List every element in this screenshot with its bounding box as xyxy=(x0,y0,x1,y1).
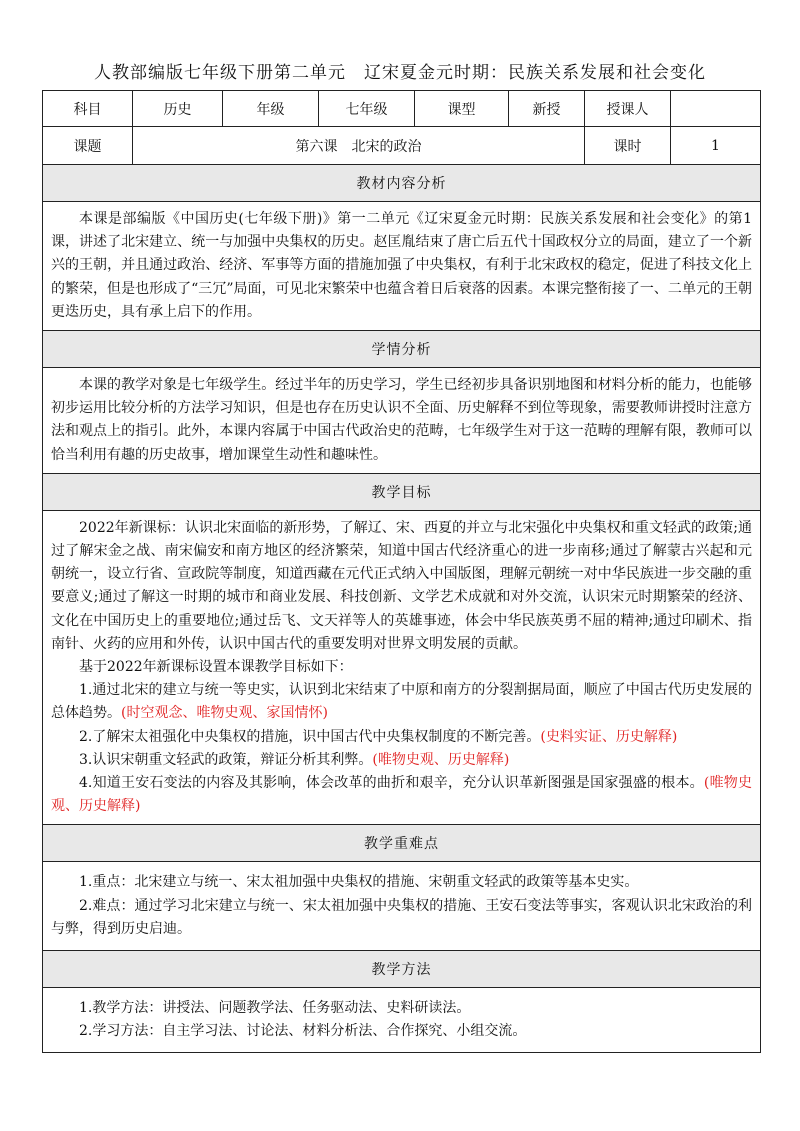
methods-header: 教学方法 xyxy=(43,951,761,988)
curriculum-standard-text: 2022年新课标：认识北宋面临的新形势，了解辽、宋、西夏的并立与北宋强化中央集权和重文轻武的政策;通过了解宋金之战、南宋偏安和南方地区的经济繁荣，知道中国古代经济重心的进一步南移;通过了解蒙古兴起和元朝统一，设立行省、宣政院等制度，知道西藏在元代正式纳入中国版图，理解元朝统一对中华民族进一步交融的重要意义;通过了解这一时期的城市和商业发展、科技创新、文学艺术成就和对外交流，认识宋元时期繁荣的经济、文化在中国历史上的重要地位;通过岳飞、文天祥等人的英雄事迹，体会中华民族英勇不屈的精神;通过印刷术、指南针、火药的应用和外传，认识中国古代的重要发明对世界文明发展的贡献。 xyxy=(51,519,752,652)
student-analysis-header: 学情分析 xyxy=(43,331,761,368)
objectives-header: 教学目标 xyxy=(43,473,761,510)
lesson-plan-table xyxy=(42,90,761,1053)
objective-item xyxy=(51,726,752,749)
key-points-header: 教学重难点 xyxy=(43,825,761,862)
grade-value: 七年级 xyxy=(319,91,415,127)
subject-label: 科目 xyxy=(43,91,133,127)
objective-competency-tag: (史料实证、历史解释) xyxy=(540,728,678,745)
grade-label: 年级 xyxy=(223,91,319,127)
objective-text: 2.了解宋太祖强化中央集权的措施，识中国古代中央集权制度的不断完善。 xyxy=(79,728,541,745)
material-analysis-text: 本课是部编版《中国历史(七年级下册)》第一二单元《辽宋夏金元时期：民族关系发展和社会变化》的第1课，讲述了北宋建立、统一与加强中央集权的历史。赵匡胤结束了唐亡后五代十国政权分立的局面，建立了一个新兴的王朝，并且通过政治、经济、军事等方面的措施加强了中央集权，有利于北宋政权的稳定，促进了科技文化上的繁荣，但是也形成了“三冗”局面，可见北宋繁荣中也蕴含着日后衰落的因素。本课完整衔接了一、二单元的王朝更迭历史，具有承上启下的作用。 xyxy=(51,211,752,320)
student-analysis-text: 本课的教学对象是七年级学生。经过半年的历史学习，学生已经初步具备识别地图和材料分析的能力，也能够初步运用比较分析的方法学习知识，但是也存在历史认识不全面、历史解释不到位等现象，需要教师讲授时注意方法和观点上的指引。此外，本课内容属于中国古代政治史的范畴，七年级学生对于这一范畴的理解有限，教师可以恰当利用有趣的历史故事，增加课堂生动性和趣味性。 xyxy=(51,377,752,463)
objective-item xyxy=(51,679,752,725)
class-hours-value: 1 xyxy=(671,127,761,165)
objective-item xyxy=(51,772,752,818)
material-analysis-body xyxy=(43,202,761,331)
methods-body xyxy=(43,988,761,1053)
student-analysis-body xyxy=(43,368,761,474)
lesson-type-value: 新授 xyxy=(509,91,585,127)
teaching-method-item: 1.教学方法：讲授法、问题教学法、任务驱动法、史料研读法。 xyxy=(79,1000,471,1017)
difficult-point-item: 2.难点：通过学习北宋建立与统一、宋太祖加强中央集权的措施、王安石变法等事实，客观认识北宋政治的利与弊，得到历史启迪。 xyxy=(51,897,752,937)
topic-value: 第六课 北宋的政治 xyxy=(133,127,585,165)
info-row xyxy=(43,91,761,127)
document-title: 人教部编版七年级下册第二单元 辽宋夏金元时期：民族关系发展和社会变化 xyxy=(94,63,706,83)
objective-competency-tag: (唯物史观、历史解释) xyxy=(51,775,753,815)
objective-text: 1.通过北宋的建立与统一等史实，认识到北宋结束了中原和南方的分裂割据局面，顺应了中国古代历史发展的总体趋势。 xyxy=(51,682,752,722)
objectives-body xyxy=(43,510,761,825)
topic-row xyxy=(43,127,761,165)
objective-competency-tag: (时空观念、唯物史观、家国情怀) xyxy=(121,705,328,722)
material-analysis-header: 教材内容分析 xyxy=(43,165,761,202)
lesson-type-label: 课型 xyxy=(415,91,509,127)
objective-text: 4.知道王安石变法的内容及其影响，体会改革的曲折和艰辛，充分认识革新图强是国家强盛的根本。 xyxy=(79,775,704,792)
key-point-item: 1.重点：北宋建立与统一、宋太祖加强中央集权的措施、宋朝重文轻武的政策等基本史实。 xyxy=(79,874,639,891)
teacher-label: 授课人 xyxy=(585,91,671,127)
key-points-body xyxy=(43,862,761,951)
subject-value: 历史 xyxy=(133,91,223,127)
objective-item xyxy=(51,749,752,772)
teacher-value xyxy=(671,91,761,127)
objective-competency-tag: (唯物史观、历史解释) xyxy=(372,751,510,768)
class-hours-label: 课时 xyxy=(585,127,671,165)
topic-label: 课题 xyxy=(43,127,133,165)
objectives-intro: 基于2022年新课标设置本课教学目标如下： xyxy=(79,659,353,676)
learning-method-item: 2.学习方法：自主学习法、讨论法、材料分析法、合作探究、小组交流。 xyxy=(79,1023,527,1040)
objective-text: 3.认识宋朝重文轻武的政策，辩证分析其利弊。 xyxy=(79,751,373,768)
